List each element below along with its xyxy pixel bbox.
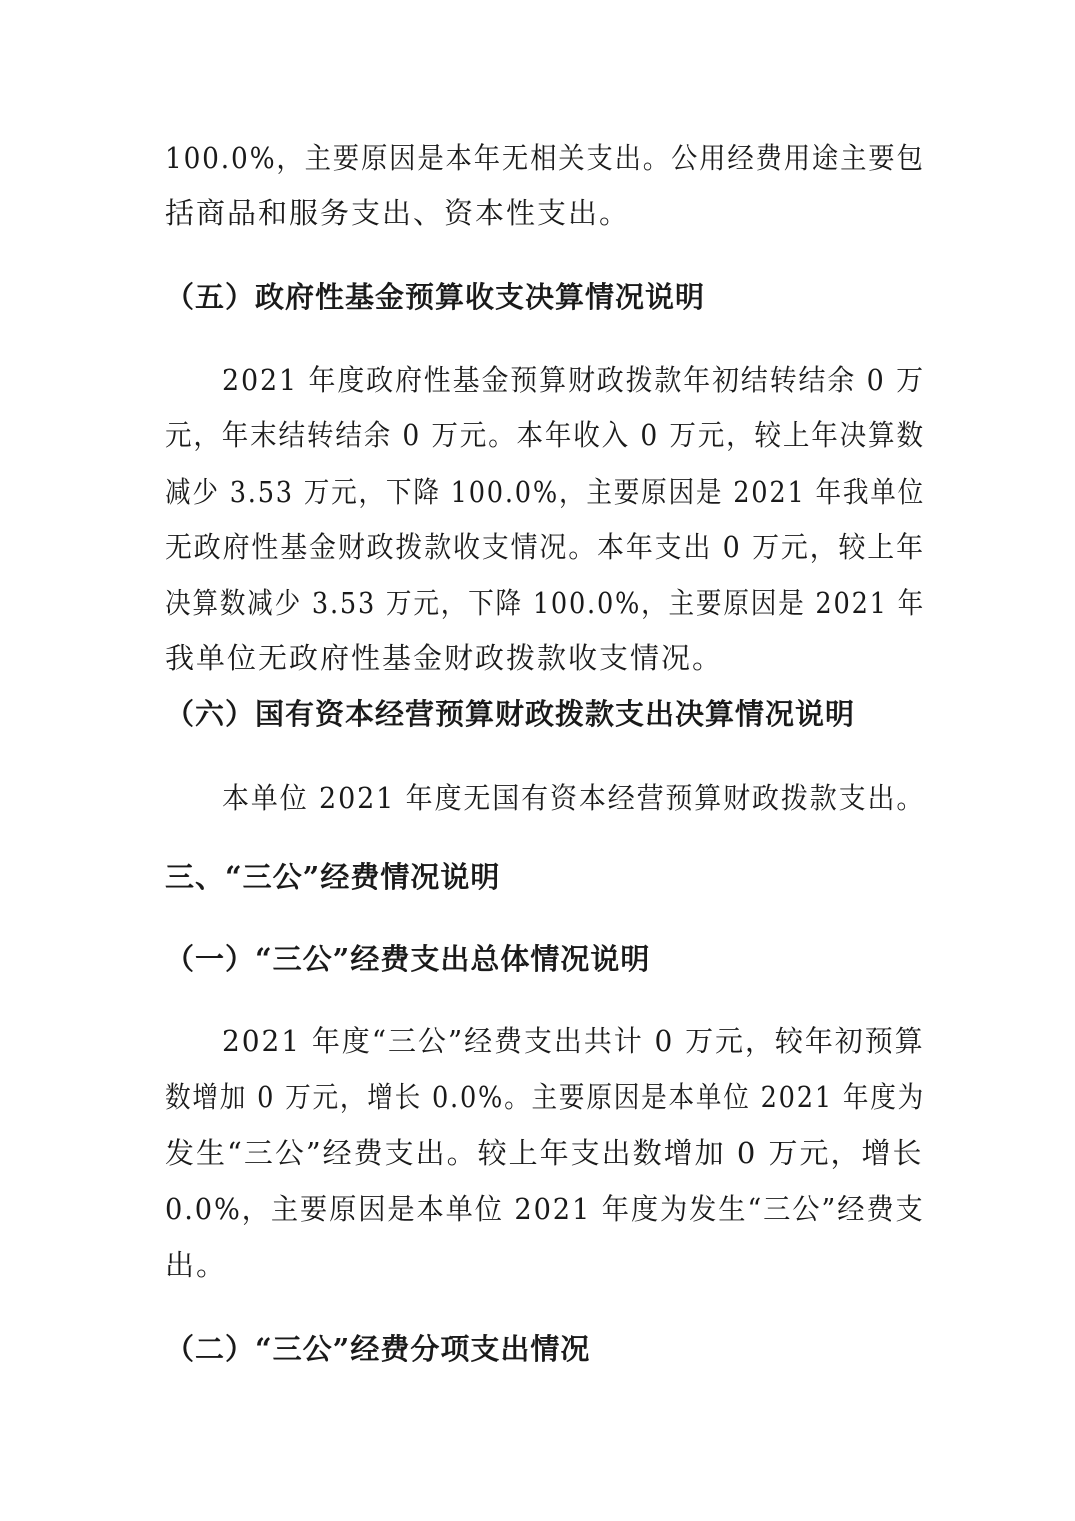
paragraph-line: 发生“三公”经费支出。较上年支出数增加 0 万元，增长 xyxy=(165,1136,924,1170)
part-heading-three-public: 三、“三公”经费情况说明 xyxy=(165,860,501,894)
paragraph-line: 无政府性基金财政拨款收支情况。本年支出 0 万元，较上年 xyxy=(165,530,925,564)
paragraph-line: 减少 3.53 万元，下降 100.0%，主要原因是 2021 年我单位 xyxy=(165,475,926,509)
paragraph-line: 100.0%，主要原因是本年无相关支出。公用经费用途主要包 xyxy=(165,141,925,175)
paragraph-line: 数增加 0 万元，增长 0.0%。主要原因是本单位 2021 年度为 xyxy=(165,1080,926,1114)
subsection-heading-overall: （一）“三公”经费支出总体情况说明 xyxy=(165,942,651,976)
section-heading-state-capital: （六）国有资本经营预算财政拨款支出决算情况说明 xyxy=(165,697,856,731)
paragraph-line: 元，年末结转结余 0 万元。本年收入 0 万元，较上年决算数 xyxy=(165,418,925,452)
paragraph-line: 本单位 2021 年度无国有资本经营预算财政拨款支出。 xyxy=(222,781,926,815)
paragraph-line: 我单位无政府性基金财政拨款收支情况。 xyxy=(165,641,724,675)
paragraph-line: 2021 年度政府性基金预算财政拨款年初结转结余 0 万 xyxy=(222,363,925,397)
paragraph-line: 决算数减少 3.53 万元，下降 100.0%，主要原因是 2021 年 xyxy=(165,586,926,620)
paragraph-line: 括商品和服务支出、资本性支出。 xyxy=(165,196,631,230)
paragraph-line: 出。 xyxy=(165,1248,228,1282)
section-heading-government-fund: （五）政府性基金预算收支决算情况说明 xyxy=(165,280,706,314)
paragraph-line: 0.0%，主要原因是本单位 2021 年度为发生“三公”经费支 xyxy=(165,1192,925,1226)
paragraph-line: 2021 年度“三公”经费支出共计 0 万元，较年初预算 xyxy=(222,1024,925,1058)
subsection-heading-itemized: （二）“三公”经费分项支出情况 xyxy=(165,1332,591,1366)
